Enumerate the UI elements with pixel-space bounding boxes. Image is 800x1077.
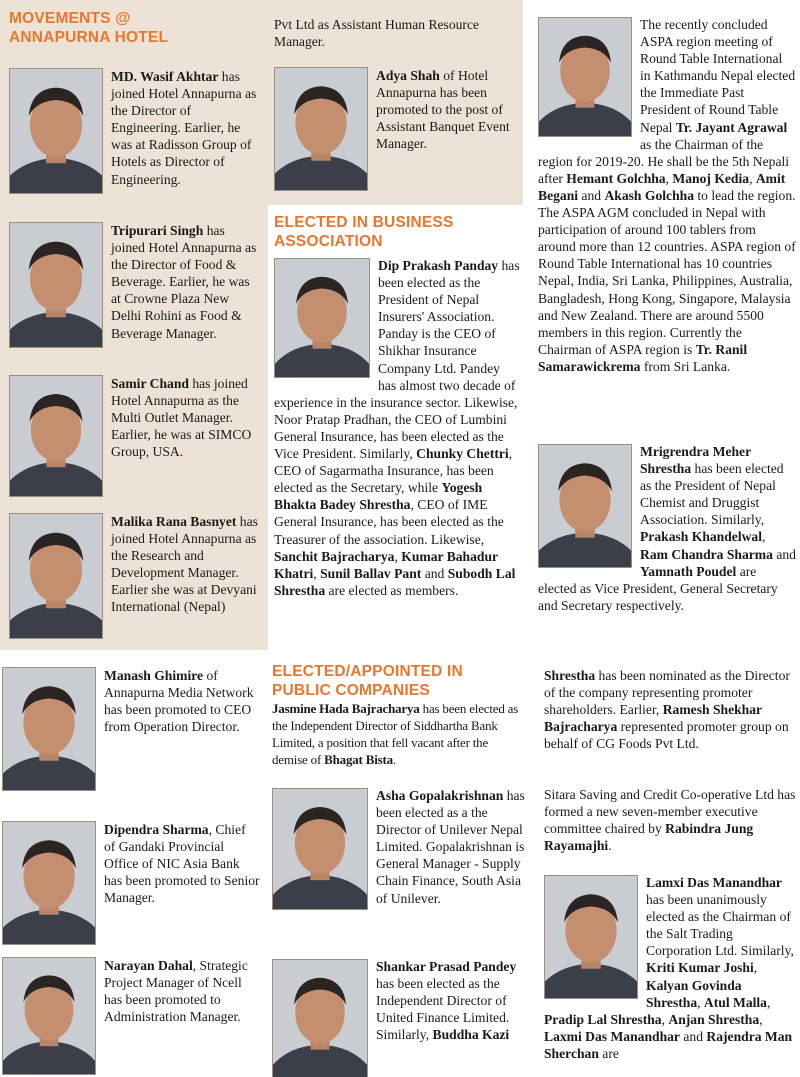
continued-text: Pvt Ltd as Assistant Human Resource Manager. bbox=[274, 17, 480, 50]
portrait-lamxi-das-manandhar bbox=[544, 875, 638, 999]
person-name: Subodh Lal Shrestha bbox=[274, 565, 516, 598]
entry-text: has been elected as the Independent Director of United Finance Limited. Similarly, bbox=[376, 976, 510, 1043]
entry-malika-rana-basnyet bbox=[9, 513, 261, 639]
person-name: Manash Ghimire bbox=[104, 668, 204, 683]
movements-section bbox=[0, 0, 268, 650]
person-name: Akash Golchha bbox=[604, 187, 694, 203]
entry-text: , bbox=[665, 170, 673, 186]
person-name: Mrigrendra Meher Shrestha bbox=[640, 444, 751, 477]
right-column-bottom bbox=[538, 655, 800, 1077]
portrait-manash-ghimire bbox=[2, 667, 96, 791]
person-name: Kalyan Govinda Shrestha bbox=[646, 977, 742, 1010]
entry-text: of Annapurna Media Network has been promoted to CEO from Operation Director. bbox=[104, 668, 254, 735]
portrait-malika-rana-basnyet bbox=[9, 513, 103, 639]
entry-text: are elected as members. bbox=[325, 582, 459, 598]
entry-jayant-agrawal bbox=[538, 16, 796, 375]
person-name: Yamnath Poudel bbox=[640, 563, 737, 579]
entry-shankar-prasad-pandey bbox=[272, 958, 526, 1077]
entry-text: Sitara Saving and Credit Co-operative Ltd has formed a new seven-member executive committee chaired by bbox=[544, 787, 796, 837]
person-name: Dip Prakash Panday bbox=[378, 258, 499, 273]
entry-wasif-akhtar bbox=[9, 68, 261, 194]
person-name: Pradip Lal Shrestha bbox=[544, 1011, 662, 1027]
entry-sitara-saving bbox=[544, 786, 798, 854]
entry-manash-ghimire bbox=[2, 667, 260, 791]
person-name: Sanchit Bajracharya bbox=[274, 548, 395, 564]
portrait-samir-chand bbox=[9, 375, 103, 497]
person-name: Bhagat Bista bbox=[324, 752, 393, 768]
entry-dipendra-sharma bbox=[2, 821, 260, 945]
person-name: Anjan Shrestha bbox=[668, 1011, 760, 1027]
section-heading-public: ELECTED/APPOINTED IN PUBLIC COMPANIES bbox=[272, 663, 463, 699]
entry-text: and bbox=[578, 187, 605, 203]
portrait-dip-prakash-panday bbox=[274, 258, 370, 378]
entry-text: has been unanimously elected as the Chairman of the Salt Trading Corporation Ltd. Similarly, bbox=[646, 892, 794, 959]
portrait-adya-shah bbox=[274, 67, 368, 191]
portrait-wasif-akhtar bbox=[9, 68, 103, 194]
entry-text: The recently concluded ASPA region meeting of Round Table International in Kathmandu Nepal elected the Immediate Past President of Round Table Nepal bbox=[640, 17, 796, 135]
entry-text: are elected as Vice President, General Secretary and Secretary respectively. bbox=[538, 563, 778, 613]
portrait-shankar-prasad-pandey bbox=[272, 959, 368, 1077]
entry-text: . bbox=[392, 752, 396, 768]
person-name: Adya Shah bbox=[376, 68, 440, 83]
portrait-tripurari-singh bbox=[9, 222, 103, 348]
entry-lamxi-das-manandhar bbox=[544, 874, 798, 1062]
entry-text: are bbox=[598, 1045, 619, 1061]
entry-text: has been elected as the President of Nepal Insurers' Association. Panday is the CEO of Shikhar Insurance Company Ltd. Pandey has almost two decade of experience in the insurance sector. Likewise, Noor Pratap Pradhan, the CEO of Lumbini General Insurance, has been elected as the Vice President. Similarly, bbox=[274, 258, 520, 462]
entry-text: , bbox=[313, 565, 321, 581]
person-name: Laxmi Das Manandhar bbox=[544, 1028, 680, 1044]
entry-text: has joined Hotel Annapurna as the Multi Outlet Manager. Earlier, he was at SIMCO Group, USA. bbox=[111, 376, 252, 460]
right-column-top bbox=[530, 0, 800, 655]
entry-text: , bbox=[697, 994, 704, 1010]
section-heading-business: ELECTED IN BUSINESS ASSOCIATION bbox=[274, 214, 454, 250]
entry-text: , bbox=[749, 170, 756, 186]
entry-text: and bbox=[679, 1028, 707, 1044]
person-name: Prakash Khandelwal bbox=[640, 529, 762, 545]
entry-text: , Strategic Project Manager of Ncell has been promoted to Administration Manager. bbox=[104, 958, 248, 1025]
entry-tripurari-singh bbox=[9, 222, 261, 348]
person-name: Ram Chandra Sharma bbox=[640, 546, 773, 562]
entry-text: , bbox=[394, 548, 402, 564]
movements-continued bbox=[268, 0, 523, 205]
entry-text: , bbox=[753, 960, 758, 976]
person-name: Amit Begani bbox=[538, 170, 786, 203]
person-name: Samir Chand bbox=[111, 376, 189, 391]
person-name: Narayan Dahal bbox=[104, 958, 193, 973]
entry-samir-chand bbox=[9, 375, 261, 497]
person-name: Tr. Ranil Samarawickrema bbox=[538, 341, 748, 374]
person-name: Asha Gopalakrishnan bbox=[376, 788, 504, 803]
promotions-section bbox=[0, 655, 265, 1077]
person-name: Dipendra Sharma bbox=[104, 822, 209, 837]
person-name: Tripurari Singh bbox=[111, 223, 204, 238]
entry-text: , CEO of IME General Insurance, has been elected as the Treasurer of the association. Likewise, bbox=[274, 497, 504, 547]
person-name: Kumar Bahadur Khatri bbox=[274, 548, 498, 581]
portrait-dipendra-sharma bbox=[2, 821, 96, 945]
person-name: Atul Malla bbox=[703, 994, 767, 1010]
entry-asha-gopalakrishnan bbox=[272, 787, 526, 910]
entry-text: from Sri Lanka. bbox=[640, 358, 731, 374]
entry-text: of Hotel Annapurna has been promoted to the post of Assistant Banquet Event Manager. bbox=[376, 68, 510, 152]
person-name: Buddha Kazi bbox=[432, 1027, 510, 1043]
person-name: Jasmine Hada Bajracharya bbox=[272, 701, 420, 716]
entry-narayan-dahal bbox=[2, 957, 260, 1075]
section-heading-movements: MOVEMENTS @ ANNAPURNA HOTEL bbox=[9, 10, 169, 46]
entry-text: has been elected as the President of Nepal Chemist and Druggist Association. Similarly, bbox=[640, 461, 784, 528]
entry-text: . bbox=[608, 838, 612, 854]
entry-text: to lead the region. The ASPA AGM concluded in Nepal with participation of around 100 tablers from around more than 12 countries. ASPA region of Round Table International has 10 countries Nepal, India, Sri Lanka, Philippines, Australia, Bangladesh, Hong Kong, Singapore, Malaysia and New Zealand. There are around 5500 members in this region. Currently the Chairman of ASPA region is bbox=[538, 187, 796, 357]
person-name: Yogesh Bhakta Badey Shrestha bbox=[274, 480, 483, 513]
entry-dip-prakash-panday bbox=[274, 257, 520, 599]
portrait-jayant-agrawal bbox=[538, 17, 632, 137]
entry-text: and bbox=[421, 565, 448, 581]
person-name: Kriti Kumar Joshi bbox=[646, 960, 754, 976]
person-name: Ramesh Shekhar Bajracharya bbox=[544, 702, 762, 735]
person-name: Tr. Jayant Agrawal bbox=[675, 119, 788, 135]
entry-text: , bbox=[661, 1011, 669, 1027]
portrait-mrigrendra-meher-shrestha bbox=[538, 444, 632, 568]
entry-text: as the Chairman of the region for 2019-20. He shall be the 5th Nepali after bbox=[538, 136, 790, 186]
person-name: Sunil Ballav Pant bbox=[320, 565, 422, 581]
portrait-narayan-dahal bbox=[2, 957, 96, 1075]
person-name: Lamxi Das Manandhar bbox=[646, 875, 782, 890]
entry-buddha-kazi-shrestha bbox=[544, 667, 798, 752]
entry-text: has been nominated as the Director of the company representing promoter shareholders. Earlier, bbox=[544, 668, 790, 718]
entry-text: has been elected as the Independent Director of Siddhartha Bank Limited, a position that fell vacant after the demise of bbox=[272, 701, 519, 768]
entry-text: has been elected as a the Director of Unilever Nepal Limited. Gopalakrishnan is General Manager - Supply Chain Finance, South Asia of Unilever. bbox=[376, 788, 525, 906]
entry-text: , Chief of Gandaki Provincial Office of NIC Asia Bank has been promoted to Senior Manager. bbox=[104, 822, 260, 906]
entry-text: , bbox=[759, 1011, 763, 1027]
person-name: Shrestha bbox=[544, 668, 596, 683]
person-name: Rajendra Man Sherchan bbox=[544, 1028, 793, 1061]
entry-adya-shah bbox=[274, 67, 518, 191]
entry-text: has joined Hotel Annapurna as the Research and Development Manager. Earlier she was at Devyani International (Nepal) bbox=[111, 514, 258, 615]
entry-text: , bbox=[766, 994, 771, 1010]
entry-jasmine-hada-bajracharya bbox=[272, 700, 524, 768]
entry-text: represented promoter group on behalf of CG Foods Pvt Ltd. bbox=[544, 719, 789, 752]
person-name: MD. Wasif Akhtar bbox=[111, 69, 219, 84]
portrait-asha-gopalakrishnan bbox=[272, 788, 368, 910]
public-companies-section bbox=[268, 655, 530, 1077]
entry-text: has joined Hotel Annapurna as the Director of Engineering. Earlier, he was at Radisson Group of Hotels as Director of Engineering. bbox=[111, 69, 257, 187]
entry-text: , CEO of Sagarmatha Insurance, has been elected as the Secretary, while bbox=[274, 446, 513, 496]
person-name: Malika Rana Basnyet bbox=[111, 514, 237, 529]
person-name: Rabindra Jung Rayamajhi bbox=[544, 821, 754, 854]
person-name: Hemant Golchha bbox=[566, 170, 666, 186]
person-name: Shankar Prasad Pandey bbox=[376, 959, 517, 974]
entry-text: , bbox=[762, 529, 766, 545]
person-name: Manoj Kedia bbox=[672, 170, 750, 186]
entry-text: and bbox=[772, 546, 796, 562]
entry-text: has joined Hotel Annapurna as the Director of Food & Beverage. Earlier, he was at Crowne Plaza New Delhi Rohini as Food & Beverage Manager. bbox=[111, 223, 257, 341]
business-section bbox=[268, 205, 526, 650]
entry-mrigrendra-meher-shrestha bbox=[538, 443, 796, 614]
person-name: Chunky Chettri bbox=[416, 446, 509, 462]
